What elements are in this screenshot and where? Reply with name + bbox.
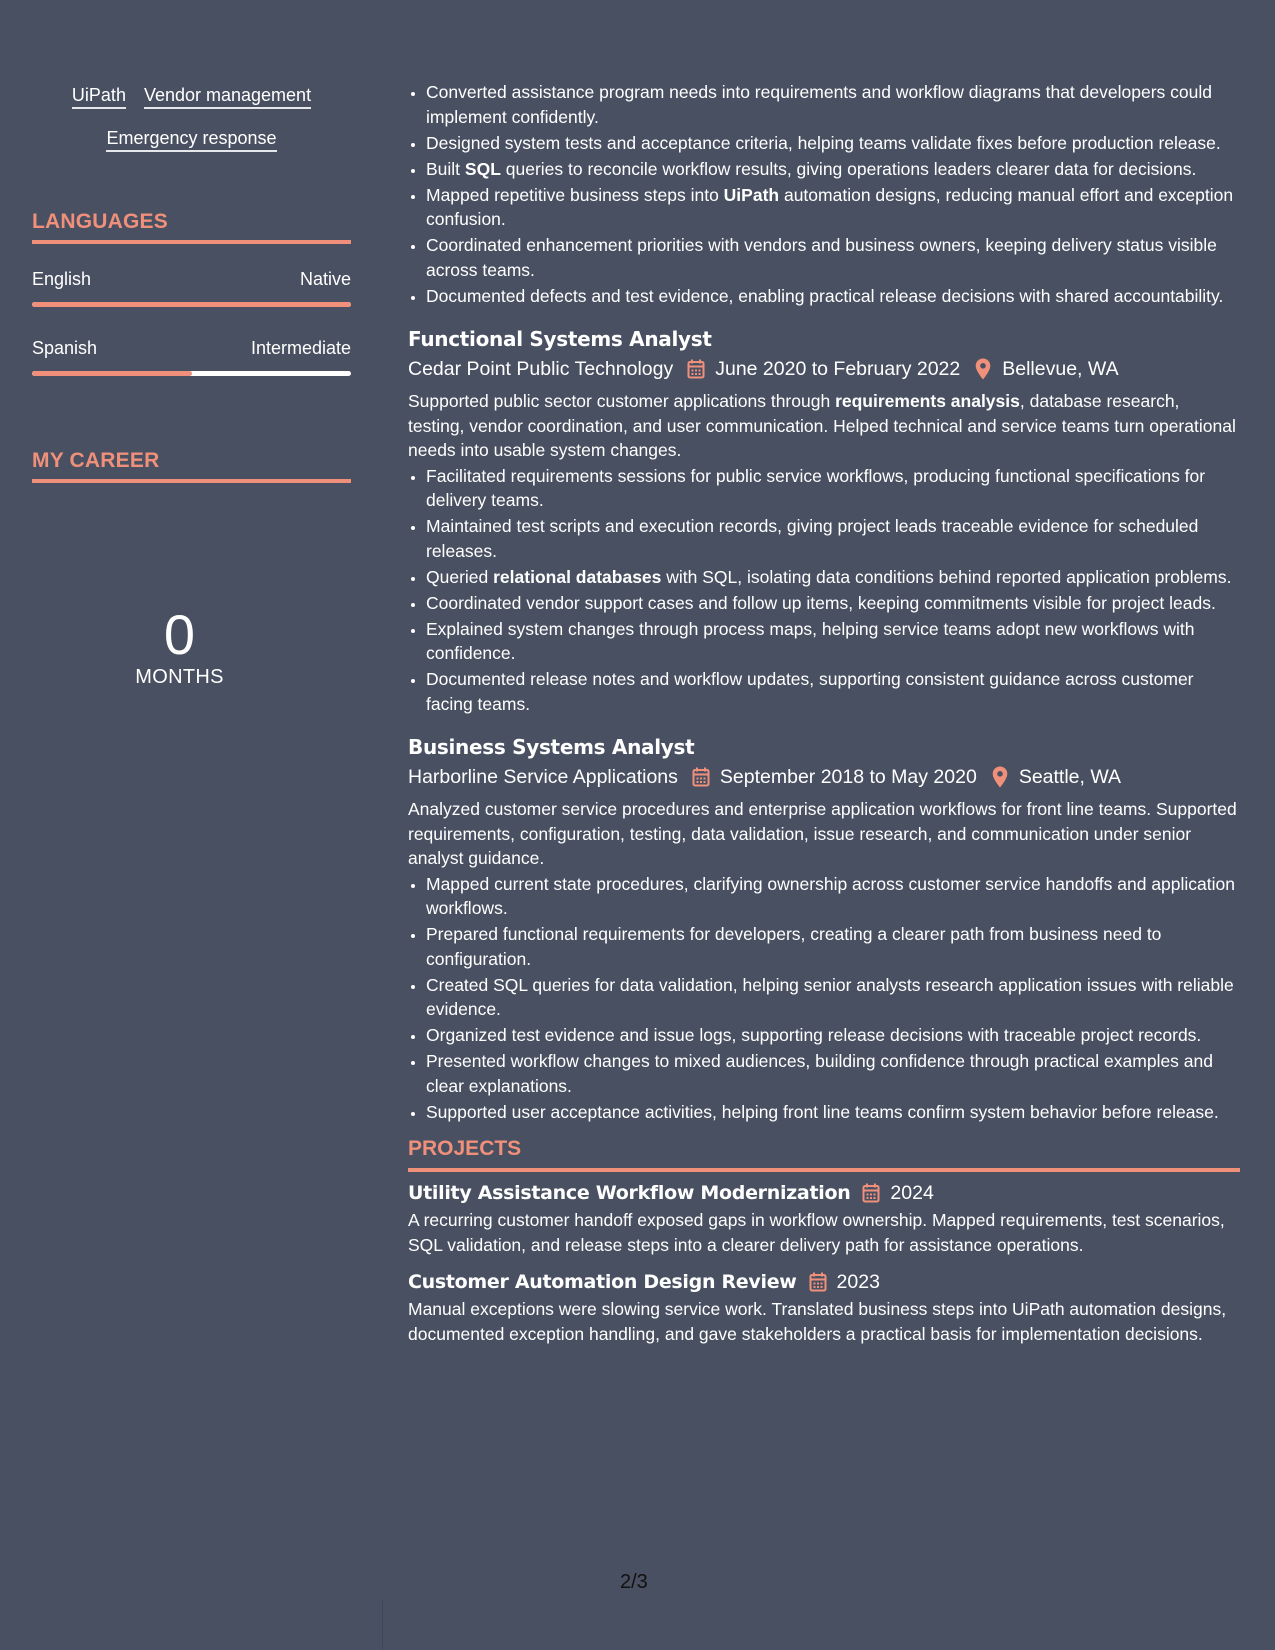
- job-summary: Supported public sector customer applications through requirements analysis, database research, testing, vendor coordination, and user communication. Helped technical and service teams turn operational needs into usable system changes.: [408, 391, 1236, 460]
- bullet-item: • Converted assistance program needs into requirements and workflow diagrams that developers could implement confidently.: [426, 80, 1240, 129]
- language-level: Native: [299, 269, 351, 289]
- bold-keyword: requirements analysis: [835, 391, 1020, 411]
- project-entry: [408, 1180, 1240, 1257]
- projects-heading: PROJECTS: [408, 1136, 1240, 1172]
- bullet-item: • Organized test evidence and issue logs, supporting release decisions with traceable project records.: [426, 1023, 1240, 1048]
- bold-keyword: SQL: [464, 158, 501, 179]
- language-proficiency-bar: [32, 371, 351, 376]
- bullet-item: • Documented defects and test evidence, enabling practical release decisions with shared accountability.: [426, 284, 1240, 309]
- map-pin-icon: [989, 766, 1011, 788]
- project-description: Manual exceptions were slowing service work. Translated business steps into UiPath automation designs, documented exception handling, and gave stakeholders a practical basis for implementation decisions.: [408, 1299, 1227, 1344]
- project-title: Utility Assistance Workflow Modernization: [408, 1182, 851, 1204]
- job-title: Business Systems Analyst: [408, 735, 695, 759]
- job-dates: September 2018 to May 2020: [719, 766, 977, 788]
- job-dates: June 2020 to February 2022: [715, 358, 961, 380]
- bullet-item: • Coordinated enhancement priorities with vendors and business owners, keeping delivery status visible across teams.: [426, 233, 1240, 282]
- skill-row: [32, 127, 351, 152]
- language-name: English: [32, 269, 92, 289]
- bullet-item: • Maintained test scripts and execution records, giving project leads traceable evidence for scheduled releases.: [426, 514, 1240, 563]
- bullet-item: • Supported user acceptance activities, helping front line teams confirm system behavior before release.: [426, 1100, 1240, 1125]
- skill-row: [32, 84, 351, 109]
- calendar-icon: [860, 1182, 882, 1204]
- map-pin-icon: [972, 358, 994, 380]
- language-level: Intermediate: [250, 338, 351, 358]
- job-entry: [408, 326, 1240, 716]
- job-summary: Analyzed customer service procedures and enterprise application workflows for front line teams. Supported requirements, configuration, testing, data validation, issue research, and communication under senior analyst guidance.: [408, 799, 1237, 868]
- skill-tag: UiPath: [72, 84, 126, 109]
- bullet-item: • Mapped repetitive business steps into UiPath automation designs, reducing manual effort and exception confusion.: [426, 183, 1240, 232]
- project-year: 2023: [836, 1270, 880, 1293]
- calendar-icon: [807, 1271, 829, 1293]
- job-entry: [408, 734, 1240, 1124]
- skill-tag: Vendor management: [144, 84, 311, 109]
- language-proficiency-fill: [32, 302, 351, 307]
- job-location: Bellevue, WA: [1002, 358, 1119, 380]
- bold-keyword: UiPath: [723, 184, 780, 205]
- job-company: Harborline Service Applications: [408, 766, 678, 788]
- bullet-item: • Facilitated requirements sessions for public service workflows, producing functional specifications for delivery teams.: [426, 464, 1240, 513]
- career-heading: MY CAREER: [32, 449, 351, 483]
- job-bullets: [408, 464, 1240, 717]
- bullet-item: • Coordinated vendor support cases and follow up items, keeping commitments visible for project leads.: [426, 591, 1240, 616]
- languages-heading: LANGUAGES: [32, 210, 351, 244]
- language-item: [32, 337, 351, 376]
- bullet-item: • Built SQL queries to reconcile workflow results, giving operations leaders clearer data for decisions.: [426, 157, 1240, 182]
- main-content: [408, 80, 1240, 1358]
- bullet-item: • Designed system tests and acceptance criteria, helping teams validate fixes before production release.: [426, 131, 1240, 156]
- bullet-item: • Presented workflow changes to mixed audiences, building confidence through practical examples and clear explanations.: [426, 1049, 1240, 1098]
- job-bullets: [408, 872, 1240, 1125]
- experience-bullets: [408, 80, 1240, 308]
- language-item: [32, 268, 351, 307]
- bullet-item: • Prepared functional requirements for developers, creating a clearer path from business need to configuration.: [426, 922, 1240, 971]
- project-description: A recurring customer handoff exposed gaps in workflow ownership. Mapped requirements, test scenarios, SQL validation, and release steps into a clearer delivery path for assistance operations.: [408, 1210, 1225, 1255]
- job-location: Seattle, WA: [1018, 766, 1122, 788]
- career-unit: MONTHS: [135, 666, 224, 688]
- language-proficiency-bar: [32, 302, 351, 307]
- language-name: Spanish: [32, 338, 98, 358]
- project-year: 2024: [890, 1181, 934, 1204]
- page-number: 2/3: [620, 1571, 648, 1593]
- project-entry: [408, 1269, 1240, 1346]
- column-divider: [382, 1600, 383, 1650]
- language-proficiency-fill: [32, 371, 192, 376]
- job-company: Cedar Point Public Technology: [408, 358, 674, 380]
- bullet-item: • Mapped current state procedures, clarifying ownership across customer service handoffs and application workflows.: [426, 872, 1240, 921]
- bullet-item: • Created SQL queries for data validation, helping senior analysts research application issues with reliable evidence.: [426, 973, 1240, 1022]
- bullet-item: • Documented release notes and workflow updates, supporting consistent guidance across customer facing teams.: [426, 667, 1240, 716]
- career-counter: [32, 605, 327, 689]
- job-title: Functional Systems Analyst: [408, 327, 712, 351]
- job-meta: [408, 356, 1240, 382]
- skill-tag: Emergency response: [106, 127, 276, 152]
- calendar-icon: [690, 766, 712, 788]
- bullet-item: • Queried relational databases with SQL, isolating data conditions behind reported application problems.: [426, 565, 1240, 590]
- bullet-item: • Explained system changes through process maps, helping service teams adopt new workflows with confidence.: [426, 617, 1240, 666]
- career-value: 0: [163, 603, 196, 666]
- project-title: Customer Automation Design Review: [408, 1271, 797, 1293]
- calendar-icon: [685, 358, 707, 380]
- job-meta: [408, 764, 1240, 790]
- skills-list: [32, 84, 351, 170]
- bold-keyword: relational databases: [493, 566, 662, 587]
